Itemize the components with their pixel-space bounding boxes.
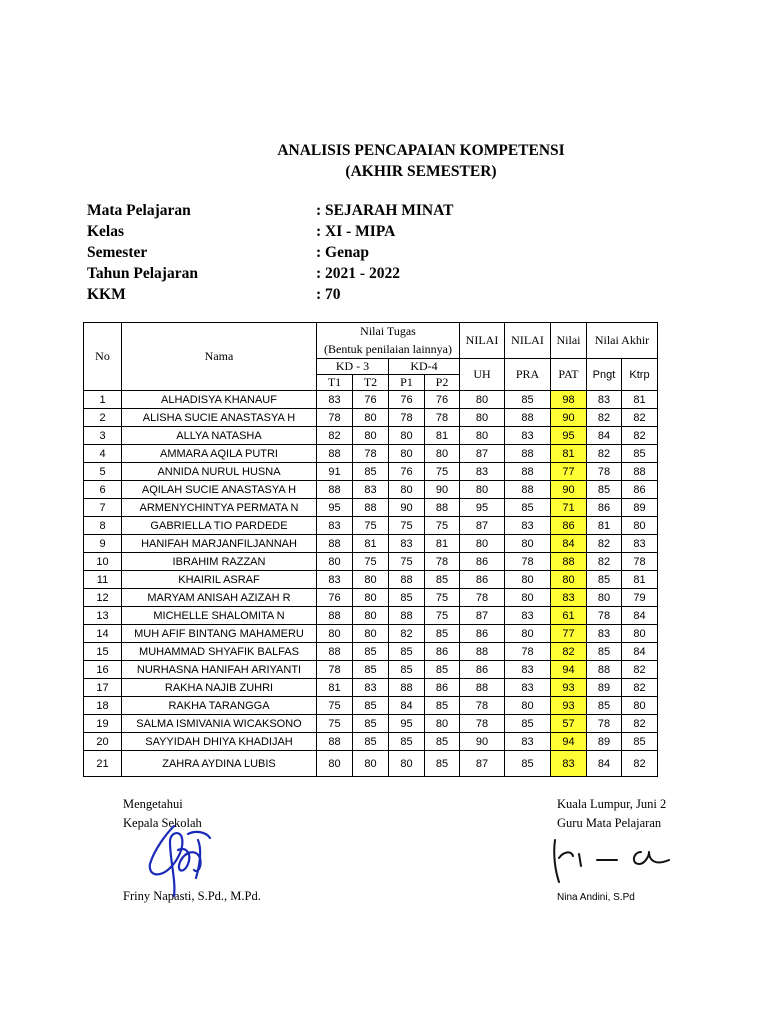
student-name: RAKHA NAJIB ZUHRI bbox=[122, 679, 317, 697]
uh-score: 78 bbox=[460, 697, 505, 715]
table-row bbox=[84, 751, 658, 777]
t2-score: 88 bbox=[353, 499, 389, 517]
ktrp-score: 82 bbox=[622, 679, 658, 697]
t1-score: 88 bbox=[317, 535, 353, 553]
pat-score: 90 bbox=[551, 481, 587, 499]
p1-score: 85 bbox=[389, 661, 425, 679]
pra-score: 80 bbox=[505, 697, 551, 715]
t2-score: 85 bbox=[353, 715, 389, 733]
student-name: MUHAMMAD SHYAFIK BALFAS bbox=[122, 643, 317, 661]
t1-score: 76 bbox=[317, 589, 353, 607]
row-no: 21 bbox=[84, 751, 122, 777]
table-row bbox=[84, 535, 658, 553]
pra-score: 88 bbox=[505, 445, 551, 463]
student-name: ZAHRA AYDINA LUBIS bbox=[122, 751, 317, 777]
t2-score: 75 bbox=[353, 553, 389, 571]
headmaster-name: Friny Napasti, S.Pd., M.Pd. bbox=[123, 889, 261, 903]
pat-score: 83 bbox=[551, 589, 587, 607]
pra-score: 85 bbox=[505, 499, 551, 517]
info-value: : 70 bbox=[316, 286, 341, 303]
header-pat: PAT bbox=[551, 359, 587, 391]
uh-score: 86 bbox=[460, 625, 505, 643]
t1-score: 78 bbox=[317, 661, 353, 679]
pra-score: 80 bbox=[505, 625, 551, 643]
table-row bbox=[84, 553, 658, 571]
pngt-score: 85 bbox=[587, 697, 622, 715]
uh-score: 80 bbox=[460, 535, 505, 553]
pat-score: 77 bbox=[551, 625, 587, 643]
header-t2: T2 bbox=[353, 375, 389, 391]
t2-score: 85 bbox=[353, 643, 389, 661]
pat-score: 98 bbox=[551, 391, 587, 409]
ktrp-score: 80 bbox=[622, 517, 658, 535]
row-no: 9 bbox=[84, 535, 122, 553]
t2-score: 75 bbox=[353, 517, 389, 535]
row-no: 15 bbox=[84, 643, 122, 661]
p2-score: 85 bbox=[425, 661, 460, 679]
pngt-score: 83 bbox=[587, 391, 622, 409]
row-no: 16 bbox=[84, 661, 122, 679]
table-row bbox=[84, 427, 658, 445]
row-no: 20 bbox=[84, 733, 122, 751]
table-row bbox=[84, 661, 658, 679]
pat-score: 90 bbox=[551, 409, 587, 427]
pngt-score: 78 bbox=[587, 715, 622, 733]
table-row bbox=[84, 697, 658, 715]
table-row bbox=[84, 571, 658, 589]
header-nilai-akhir: Nilai Akhir bbox=[587, 323, 658, 359]
uh-score: 86 bbox=[460, 661, 505, 679]
info-value: : SEJARAH MINAT bbox=[316, 202, 454, 219]
t1-score: 83 bbox=[317, 391, 353, 409]
p1-score: 84 bbox=[389, 697, 425, 715]
pat-score: 94 bbox=[551, 661, 587, 679]
guru-mata-pelajaran-label: Guru Mata Pelajaran bbox=[557, 816, 662, 830]
uh-score: 86 bbox=[460, 553, 505, 571]
p2-score: 85 bbox=[425, 625, 460, 643]
row-no: 19 bbox=[84, 715, 122, 733]
t2-score: 80 bbox=[353, 409, 389, 427]
row-no: 13 bbox=[84, 607, 122, 625]
ktrp-score: 82 bbox=[622, 409, 658, 427]
header-p1: P1 bbox=[389, 375, 425, 391]
pngt-score: 84 bbox=[587, 427, 622, 445]
info-label: Semester bbox=[87, 244, 148, 261]
ktrp-score: 81 bbox=[622, 391, 658, 409]
pngt-score: 84 bbox=[587, 751, 622, 777]
uh-score: 90 bbox=[460, 733, 505, 751]
header-uh: UH bbox=[460, 359, 505, 391]
student-name: ANNIDA NURUL HUSNA bbox=[122, 463, 317, 481]
student-name: SALMA ISMIVANIA WICAKSONO bbox=[122, 715, 317, 733]
info-label: Tahun Pelajaran bbox=[87, 265, 198, 282]
uh-score: 88 bbox=[460, 679, 505, 697]
p1-score: 90 bbox=[389, 499, 425, 517]
p1-score: 88 bbox=[389, 571, 425, 589]
student-name: NURHASNA HANIFAH ARIYANTI bbox=[122, 661, 317, 679]
pngt-score: 78 bbox=[587, 463, 622, 481]
header-kd3: KD - 3 bbox=[317, 359, 389, 375]
info-value: : Genap bbox=[316, 244, 369, 261]
p2-score: 90 bbox=[425, 481, 460, 499]
table-row bbox=[84, 625, 658, 643]
pngt-score: 83 bbox=[587, 625, 622, 643]
pra-score: 85 bbox=[505, 751, 551, 777]
student-name: MICHELLE SHALOMITA N bbox=[122, 607, 317, 625]
student-name: SAYYIDAH DHIYA KHADIJAH bbox=[122, 733, 317, 751]
ktrp-score: 83 bbox=[622, 535, 658, 553]
student-name: AMMARA AQILA PUTRI bbox=[122, 445, 317, 463]
t1-score: 80 bbox=[317, 553, 353, 571]
t1-score: 82 bbox=[317, 427, 353, 445]
row-no: 17 bbox=[84, 679, 122, 697]
t1-score: 80 bbox=[317, 625, 353, 643]
ktrp-score: 82 bbox=[622, 427, 658, 445]
pat-score: 83 bbox=[551, 751, 587, 777]
t2-score: 85 bbox=[353, 661, 389, 679]
p2-score: 88 bbox=[425, 499, 460, 517]
p2-score: 75 bbox=[425, 607, 460, 625]
pat-score: 88 bbox=[551, 553, 587, 571]
t1-score: 80 bbox=[317, 751, 353, 777]
header-t1: T1 bbox=[317, 375, 353, 391]
t1-score: 88 bbox=[317, 481, 353, 499]
pra-score: 85 bbox=[505, 715, 551, 733]
p1-score: 78 bbox=[389, 409, 425, 427]
uh-score: 78 bbox=[460, 589, 505, 607]
t1-score: 88 bbox=[317, 733, 353, 751]
t1-score: 95 bbox=[317, 499, 353, 517]
row-no: 3 bbox=[84, 427, 122, 445]
row-no: 11 bbox=[84, 571, 122, 589]
pat-score: 77 bbox=[551, 463, 587, 481]
pngt-score: 81 bbox=[587, 517, 622, 535]
header-nilai-tugas: Nilai Tugas bbox=[317, 323, 460, 341]
t2-score: 83 bbox=[353, 679, 389, 697]
pat-score: 94 bbox=[551, 733, 587, 751]
p2-score: 78 bbox=[425, 553, 460, 571]
p2-score: 81 bbox=[425, 427, 460, 445]
t2-score: 83 bbox=[353, 481, 389, 499]
pra-score: 88 bbox=[505, 463, 551, 481]
table-row bbox=[84, 643, 658, 661]
row-no: 8 bbox=[84, 517, 122, 535]
ktrp-score: 84 bbox=[622, 607, 658, 625]
student-name: ALHADISYA KHANAUF bbox=[122, 391, 317, 409]
uh-score: 78 bbox=[460, 715, 505, 733]
row-no: 6 bbox=[84, 481, 122, 499]
pra-score: 88 bbox=[505, 481, 551, 499]
pat-score: 82 bbox=[551, 643, 587, 661]
ktrp-score: 85 bbox=[622, 733, 658, 751]
uh-score: 87 bbox=[460, 751, 505, 777]
uh-score: 88 bbox=[460, 643, 505, 661]
p2-score: 81 bbox=[425, 535, 460, 553]
p1-score: 80 bbox=[389, 481, 425, 499]
header-p2: P2 bbox=[425, 375, 460, 391]
t2-score: 80 bbox=[353, 751, 389, 777]
uh-score: 87 bbox=[460, 445, 505, 463]
row-no: 10 bbox=[84, 553, 122, 571]
uh-score: 87 bbox=[460, 607, 505, 625]
p1-score: 80 bbox=[389, 427, 425, 445]
t2-score: 85 bbox=[353, 463, 389, 481]
info-value: : XI - MIPA bbox=[316, 223, 396, 240]
t2-score: 85 bbox=[353, 733, 389, 751]
ktrp-score: 82 bbox=[622, 715, 658, 733]
row-no: 5 bbox=[84, 463, 122, 481]
header-pngt: Pngt bbox=[587, 359, 622, 391]
t2-score: 80 bbox=[353, 607, 389, 625]
info-label: Kelas bbox=[87, 223, 125, 240]
headmaster-signature bbox=[140, 820, 220, 900]
header-nilai-uh: NILAI bbox=[460, 323, 505, 359]
table-row bbox=[84, 715, 658, 733]
student-name: ALISHA SUCIE ANASTASYA H bbox=[122, 409, 317, 427]
p2-score: 80 bbox=[425, 445, 460, 463]
p1-score: 85 bbox=[389, 643, 425, 661]
pra-score: 78 bbox=[505, 643, 551, 661]
uh-score: 95 bbox=[460, 499, 505, 517]
pra-score: 83 bbox=[505, 517, 551, 535]
t1-score: 88 bbox=[317, 607, 353, 625]
t2-score: 80 bbox=[353, 589, 389, 607]
pat-score: 93 bbox=[551, 679, 587, 697]
table-row bbox=[84, 517, 658, 535]
teacher-signature bbox=[545, 830, 675, 890]
p2-score: 78 bbox=[425, 409, 460, 427]
ktrp-score: 80 bbox=[622, 625, 658, 643]
p1-score: 83 bbox=[389, 535, 425, 553]
p1-score: 82 bbox=[389, 625, 425, 643]
t1-score: 88 bbox=[317, 643, 353, 661]
pra-score: 78 bbox=[505, 553, 551, 571]
p2-score: 85 bbox=[425, 733, 460, 751]
p1-score: 88 bbox=[389, 607, 425, 625]
row-no: 7 bbox=[84, 499, 122, 517]
uh-score: 86 bbox=[460, 571, 505, 589]
pra-score: 83 bbox=[505, 607, 551, 625]
student-name: AQILAH SUCIE ANASTASYA H bbox=[122, 481, 317, 499]
pat-score: 86 bbox=[551, 517, 587, 535]
student-name: HANIFAH MARJANFILJANNAH bbox=[122, 535, 317, 553]
p1-score: 95 bbox=[389, 715, 425, 733]
p2-score: 80 bbox=[425, 715, 460, 733]
document-title bbox=[0, 140, 768, 182]
p2-score: 85 bbox=[425, 751, 460, 777]
ktrp-score: 86 bbox=[622, 481, 658, 499]
title-line-2: (AKHIR SEMESTER) bbox=[345, 163, 497, 180]
t1-score: 78 bbox=[317, 409, 353, 427]
pngt-score: 80 bbox=[587, 589, 622, 607]
pra-score: 83 bbox=[505, 427, 551, 445]
t1-score: 88 bbox=[317, 445, 353, 463]
pngt-score: 89 bbox=[587, 679, 622, 697]
grades-table bbox=[83, 322, 658, 777]
pngt-score: 82 bbox=[587, 409, 622, 427]
table-row bbox=[84, 391, 658, 409]
student-name: ARMENYCHINTYA PERMATA N bbox=[122, 499, 317, 517]
t1-score: 91 bbox=[317, 463, 353, 481]
pra-score: 83 bbox=[505, 661, 551, 679]
header-bentuk-penilaian: (Bentuk penilaian lainnya) bbox=[317, 341, 460, 359]
table-row bbox=[84, 445, 658, 463]
t1-score: 83 bbox=[317, 571, 353, 589]
p1-score: 88 bbox=[389, 679, 425, 697]
t1-score: 75 bbox=[317, 715, 353, 733]
uh-score: 83 bbox=[460, 463, 505, 481]
t2-score: 81 bbox=[353, 535, 389, 553]
uh-score: 80 bbox=[460, 427, 505, 445]
student-name: KHAIRIL ASRAF bbox=[122, 571, 317, 589]
pra-score: 88 bbox=[505, 409, 551, 427]
pngt-score: 85 bbox=[587, 643, 622, 661]
t1-score: 83 bbox=[317, 517, 353, 535]
student-name: MUH AFIF BINTANG MAHAMERU bbox=[122, 625, 317, 643]
ktrp-score: 89 bbox=[622, 499, 658, 517]
uh-score: 80 bbox=[460, 481, 505, 499]
table-row bbox=[84, 463, 658, 481]
pngt-score: 82 bbox=[587, 535, 622, 553]
student-name: RAKHA TARANGGA bbox=[122, 697, 317, 715]
p2-score: 85 bbox=[425, 697, 460, 715]
ktrp-score: 84 bbox=[622, 643, 658, 661]
title-line-1: ANALISIS PENCAPAIAN KOMPETENSI bbox=[277, 142, 565, 159]
pat-score: 61 bbox=[551, 607, 587, 625]
t1-score: 81 bbox=[317, 679, 353, 697]
pngt-score: 78 bbox=[587, 607, 622, 625]
info-label: Mata Pelajaran bbox=[87, 202, 191, 219]
p2-score: 85 bbox=[425, 571, 460, 589]
student-name: IBRAHIM RAZZAN bbox=[122, 553, 317, 571]
pat-score: 95 bbox=[551, 427, 587, 445]
row-no: 18 bbox=[84, 697, 122, 715]
ktrp-score: 81 bbox=[622, 571, 658, 589]
table-row bbox=[84, 679, 658, 697]
header-nama: Nama bbox=[122, 323, 317, 391]
header-nilai-pra: NILAI bbox=[505, 323, 551, 359]
t1-score: 75 bbox=[317, 697, 353, 715]
t2-score: 80 bbox=[353, 625, 389, 643]
ktrp-score: 78 bbox=[622, 553, 658, 571]
p2-score: 75 bbox=[425, 517, 460, 535]
student-name: ALLYA NATASHA bbox=[122, 427, 317, 445]
pra-score: 80 bbox=[505, 571, 551, 589]
p1-score: 75 bbox=[389, 553, 425, 571]
ktrp-score: 85 bbox=[622, 445, 658, 463]
mengetahui-label: Mengetahui bbox=[123, 797, 183, 811]
table-row bbox=[84, 607, 658, 625]
info-label: KKM bbox=[87, 286, 126, 303]
table-row bbox=[84, 733, 658, 751]
t2-score: 76 bbox=[353, 391, 389, 409]
ktrp-score: 82 bbox=[622, 751, 658, 777]
header-nilai-pat: Nilai bbox=[551, 323, 587, 359]
row-no: 14 bbox=[84, 625, 122, 643]
table-row bbox=[84, 499, 658, 517]
ktrp-score: 82 bbox=[622, 661, 658, 679]
row-no: 2 bbox=[84, 409, 122, 427]
p1-score: 80 bbox=[389, 751, 425, 777]
p1-score: 75 bbox=[389, 517, 425, 535]
pat-score: 84 bbox=[551, 535, 587, 553]
p2-score: 86 bbox=[425, 679, 460, 697]
header-pra: PRA bbox=[505, 359, 551, 391]
pra-score: 80 bbox=[505, 535, 551, 553]
table-row bbox=[84, 409, 658, 427]
header-kd4: KD-4 bbox=[389, 359, 460, 375]
row-no: 12 bbox=[84, 589, 122, 607]
pat-score: 57 bbox=[551, 715, 587, 733]
pra-score: 85 bbox=[505, 391, 551, 409]
uh-score: 80 bbox=[460, 391, 505, 409]
pngt-score: 82 bbox=[587, 445, 622, 463]
place-date-label: Kuala Lumpur, Juni 2 bbox=[557, 797, 667, 811]
p2-score: 75 bbox=[425, 589, 460, 607]
pra-score: 83 bbox=[505, 679, 551, 697]
p1-score: 85 bbox=[389, 589, 425, 607]
p2-score: 76 bbox=[425, 391, 460, 409]
pat-score: 93 bbox=[551, 697, 587, 715]
pngt-score: 85 bbox=[587, 481, 622, 499]
t2-score: 78 bbox=[353, 445, 389, 463]
ktrp-score: 79 bbox=[622, 589, 658, 607]
p1-score: 76 bbox=[389, 391, 425, 409]
pat-score: 81 bbox=[551, 445, 587, 463]
student-name: MARYAM ANISAH AZIZAH R bbox=[122, 589, 317, 607]
pngt-score: 88 bbox=[587, 661, 622, 679]
table-row bbox=[84, 589, 658, 607]
pra-score: 80 bbox=[505, 589, 551, 607]
kepala-sekolah-label: Kepala Sekolah bbox=[123, 816, 202, 830]
table-row bbox=[84, 481, 658, 499]
pngt-score: 86 bbox=[587, 499, 622, 517]
teacher-name: Nina Andini, S.Pd bbox=[557, 892, 635, 903]
p1-score: 85 bbox=[389, 733, 425, 751]
pngt-score: 85 bbox=[587, 571, 622, 589]
student-name: GABRIELLA TIO PARDEDE bbox=[122, 517, 317, 535]
pat-score: 80 bbox=[551, 571, 587, 589]
pngt-score: 89 bbox=[587, 733, 622, 751]
uh-score: 80 bbox=[460, 409, 505, 427]
info-value: : 2021 - 2022 bbox=[316, 265, 400, 282]
t2-score: 80 bbox=[353, 571, 389, 589]
row-no: 1 bbox=[84, 391, 122, 409]
p2-score: 75 bbox=[425, 463, 460, 481]
uh-score: 87 bbox=[460, 517, 505, 535]
table-body bbox=[84, 391, 658, 777]
t2-score: 85 bbox=[353, 697, 389, 715]
p2-score: 86 bbox=[425, 643, 460, 661]
t2-score: 80 bbox=[353, 427, 389, 445]
ktrp-score: 88 bbox=[622, 463, 658, 481]
row-no: 4 bbox=[84, 445, 122, 463]
pra-score: 83 bbox=[505, 733, 551, 751]
header-no: No bbox=[84, 323, 122, 391]
table-header bbox=[84, 323, 658, 391]
ktrp-score: 80 bbox=[622, 697, 658, 715]
header-ktrp: Ktrp bbox=[622, 359, 658, 391]
p1-score: 80 bbox=[389, 445, 425, 463]
pat-score: 71 bbox=[551, 499, 587, 517]
pngt-score: 82 bbox=[587, 553, 622, 571]
p1-score: 76 bbox=[389, 463, 425, 481]
